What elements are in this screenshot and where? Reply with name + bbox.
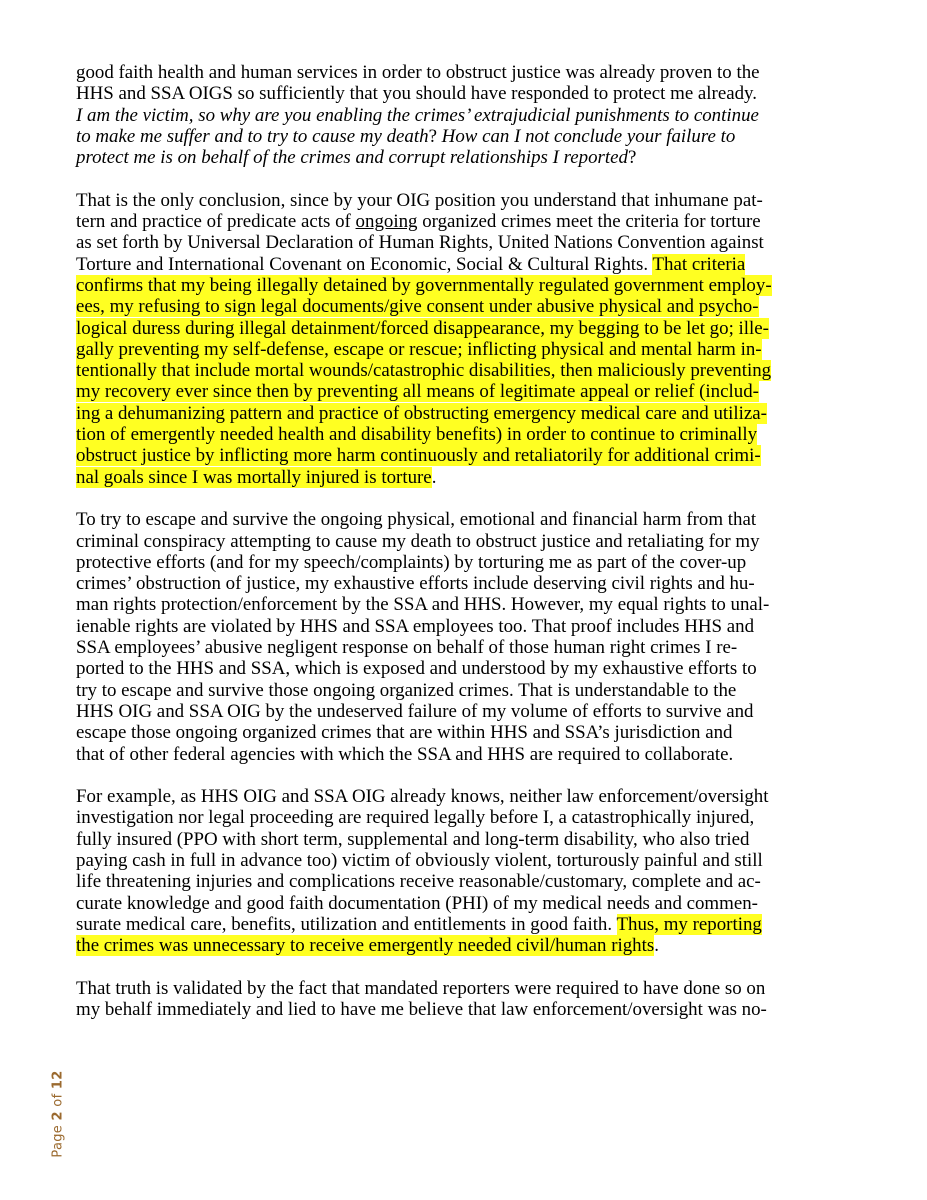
text-line: [76, 254, 890, 275]
total-pages: 12: [50, 1070, 66, 1090]
text-run: paying cash in full in advance too) victim of obviously violent, torturously painful and still: [76, 849, 763, 871]
text-line: [76, 360, 890, 381]
text-line: [76, 105, 890, 126]
text-run: protect me is on behalf of the crimes and corrupt relationships I reported: [76, 147, 628, 169]
highlighted-text: tion of emergently needed health and disability benefits) in order to continue to criminally: [76, 424, 758, 446]
text-line: [76, 296, 890, 317]
paragraph-gap: [76, 765, 890, 786]
text-run: I am the victim, so why are you enabling the crimes’ extrajudicial punishments to continue: [76, 104, 759, 126]
text-line: [76, 658, 890, 679]
paragraph: [76, 786, 890, 956]
text-line: [76, 467, 890, 488]
text-line: [76, 978, 890, 999]
text-line: [76, 232, 890, 253]
text-run: tern and practice of predicate acts of: [76, 211, 356, 233]
text-line: [76, 126, 890, 147]
text-line: [76, 893, 890, 914]
current-page: 2: [50, 1111, 66, 1121]
text-line: [76, 680, 890, 701]
paragraph-gap: [76, 488, 890, 509]
text-line: [76, 339, 890, 360]
text-run: For example, as HHS OIG and SSA OIG already knows, neither law enforcement/oversight: [76, 786, 769, 808]
highlighted-text: confirms that my being illegally detained by governmentally regulated government employ-: [76, 274, 772, 296]
text-line: [76, 701, 890, 722]
highlighted-text: nal goals since I was mortally injured is torture: [76, 466, 432, 488]
text-line: [76, 445, 890, 466]
text-run: SSA employees’ abusive negligent response on behalf of those human right crimes I re-: [76, 637, 738, 659]
text-line: [76, 509, 890, 530]
text-line: [76, 786, 890, 807]
text-run: ongoing: [355, 211, 418, 233]
text-run: ?: [627, 147, 637, 169]
text-line: [76, 594, 890, 615]
text-line: [76, 744, 890, 765]
paragraph: [76, 509, 890, 765]
text-run: .: [431, 466, 437, 488]
text-line: [76, 211, 890, 232]
text-run: escape those ongoing organized crimes that are within HHS and SSA’s jurisdiction and: [76, 722, 733, 744]
text-run: Torture and International Covenant on Economic, Social & Cultural Rights.: [76, 253, 653, 275]
highlighted-text: tentionally that include mortal wounds/catastrophic disabilities, then maliciously preventing: [76, 360, 772, 382]
text-line: [76, 381, 890, 402]
text-run: HHS OIG and SSA OIG by the undeserved failure of my volume of efforts to survive and: [76, 700, 754, 722]
text-run: That is the only conclusion, since by your OIG position you understand that inhumane pat-: [76, 189, 763, 211]
page-number: [51, 1070, 66, 1157]
text-run: to make me suffer and to try to cause my death: [76, 125, 429, 147]
text-line: [76, 147, 890, 168]
text-line: [76, 83, 890, 104]
page-of: of: [50, 1093, 66, 1107]
text-line: [76, 275, 890, 296]
text-line: [76, 616, 890, 637]
text-run: investigation nor legal proceeding are required legally before I, a catastrophically injured,: [76, 807, 755, 829]
text-line: [76, 190, 890, 211]
highlighted-text: Thus, my reporting: [616, 913, 762, 935]
text-run: fully insured (PPO with short term, supplemental and long-term disability, who also tried: [76, 828, 750, 850]
text-line: [76, 424, 890, 445]
text-run: curate knowledge and good faith documentation (PHI) of my medical needs and commen-: [76, 892, 758, 914]
paragraph: [76, 62, 890, 168]
text-run: surate medical care, benefits, utilization and entitlements in good faith.: [76, 913, 617, 935]
paragraph: [76, 978, 890, 1021]
text-run: To try to escape and survive the ongoing physical, emotional and financial harm from that: [76, 509, 757, 531]
highlighted-text: the crimes was unnecessary to receive emergently needed civil/human rights: [76, 935, 655, 957]
text-run: that of other federal agencies with which the SSA and HHS are required to collaborate.: [76, 743, 734, 765]
text-run: crimes’ obstruction of justice, my exhaustive efforts include deserving civil rights and hu-: [76, 573, 755, 595]
text-line: [76, 573, 890, 594]
text-run: my behalf immediately and lied to have me believe that law enforcement/oversight was no-: [76, 999, 767, 1021]
body-text: [76, 62, 890, 1020]
text-run: man rights protection/enforcement by the SSA and HHS. However, my equal rights to unal-: [76, 594, 770, 616]
highlighted-text: ing a dehumanizing pattern and practice of obstructing emergency medical care and utiliza-: [76, 402, 767, 424]
text-line: [76, 999, 890, 1020]
text-run: ienable rights are violated by HHS and SSA employees too. That proof includes HHS and: [76, 615, 755, 637]
text-line: [76, 935, 890, 956]
text-line: [76, 531, 890, 552]
paragraph-gap: [76, 168, 890, 189]
text-line: [76, 722, 890, 743]
text-line: [76, 552, 890, 573]
text-line: [76, 403, 890, 424]
text-run: HHS and SSA OIGS so sufficiently that you should have responded to protect me already.: [76, 83, 758, 105]
text-run: try to escape and survive those ongoing organized crimes. That is understandable to the: [76, 679, 737, 701]
text-line: [76, 62, 890, 83]
text-run: criminal conspiracy attempting to cause my death to obstruct justice and retaliating for my: [76, 530, 760, 552]
text-run: .: [654, 935, 659, 957]
text-run: How can I not conclude your failure to: [441, 125, 736, 147]
text-run: protective efforts (and for my speech/complaints) by torturing me as part of the cover-up: [76, 551, 747, 573]
text-line: [76, 829, 890, 850]
page-label: Page: [50, 1124, 66, 1158]
text-run: as set forth by Universal Declaration of Human Rights, United Nations Convention against: [76, 232, 764, 254]
text-run: ?: [428, 125, 442, 147]
text-line: [76, 318, 890, 339]
highlighted-text: obstruct justice by inflicting more harm continuously and retaliatorily for additional crimi-: [76, 445, 761, 467]
highlighted-text: gally preventing my self-defense, escape or rescue; inflicting physical and mental harm in-: [76, 338, 762, 360]
text-run: That truth is validated by the fact that mandated reporters were required to have done so on: [76, 977, 766, 999]
text-line: [76, 850, 890, 871]
text-run: good faith health and human services in order to obstruct justice was already proven to the: [76, 62, 760, 83]
paragraph: [76, 190, 890, 488]
text-line: [76, 871, 890, 892]
text-line: [76, 637, 890, 658]
text-line: [76, 914, 890, 935]
text-run: life threatening injuries and complications receive reasonable/customary, complete and ac-: [76, 871, 761, 893]
text-run: ported to the HHS and SSA, which is exposed and understood by my exhaustive efforts to: [76, 658, 757, 680]
highlighted-text: That criteria: [652, 253, 746, 275]
highlighted-text: my recovery ever since then by preventing all means of legitimate appeal or relief (includ-: [76, 381, 759, 403]
text-line: [76, 807, 890, 828]
text-run: organized crimes meet the criteria for torture: [417, 211, 761, 233]
highlighted-text: logical duress during illegal detainment/forced disappearance, my begging to be let go; ille-: [76, 317, 769, 339]
highlighted-text: ees, my refusing to sign legal documents/give consent under abusive physical and psycho-: [76, 296, 759, 318]
paragraph-gap: [76, 956, 890, 977]
